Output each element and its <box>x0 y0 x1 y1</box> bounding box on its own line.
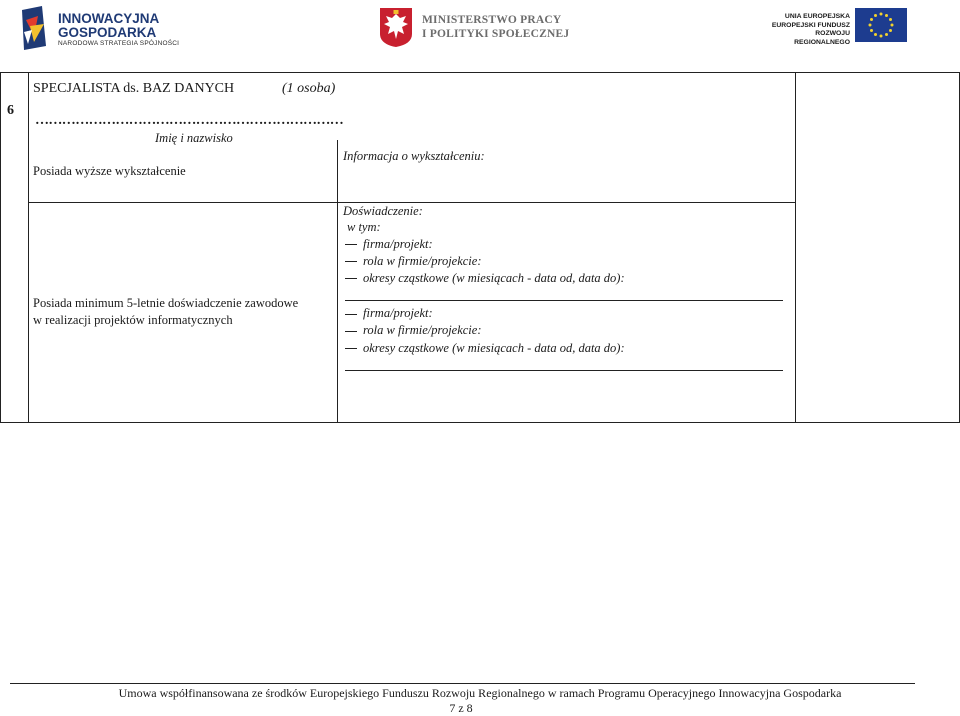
bullet-dash <box>345 278 357 279</box>
block-separator-line <box>345 300 783 301</box>
position-title: SPECJALISTA ds. BAZ DANYCH <box>33 81 235 96</box>
name-label: Imię i nazwisko <box>155 131 233 145</box>
bullet-dash <box>345 261 357 262</box>
page-number: 7 z 8 <box>449 701 473 715</box>
logo-right-line3: ROZWOJU REGIONALNEGO <box>794 30 850 46</box>
polish-eagle-emblem-icon <box>378 6 414 48</box>
row-number: 6 <box>7 103 14 118</box>
logo-left-tagline: NARODOWA STRATEGIA SPÓJNOŚCI <box>58 40 180 47</box>
innowacyjna-gospodarka-wordmark <box>58 12 159 40</box>
experience-including: w tym: <box>347 220 381 234</box>
bullet-dash <box>345 331 357 332</box>
eu-flag-icon <box>855 8 907 42</box>
table-left-border <box>0 72 1 422</box>
footer-funding-note: Umowa współfinansowana ze środków Europejskiego Funduszu Rozwoju Regionalnego w ramach Programu Operacyjnego Innowacyjna Gospodarka <box>118 686 842 700</box>
requirement-experience-line1: Posiada minimum 5-letnie doświadczenie zawodowe <box>33 296 299 310</box>
logo-left-line1: INNOWACYJNA <box>58 11 160 26</box>
table-col-divider-1 <box>28 72 29 422</box>
block1-company-field: firma/projekt: <box>363 237 433 251</box>
table-row-divider <box>28 202 795 203</box>
education-info-label: Informacja o wykształceniu: <box>343 149 485 163</box>
logo-center-line2: I POLITYKI SPOŁECZNEJ <box>422 28 570 40</box>
bullet-dash <box>345 244 357 245</box>
experience-label: Doświadczenie: <box>343 204 423 218</box>
innowacyjna-gospodarka-mark-icon <box>20 6 48 50</box>
logo-right-line2: EUROPEJSKI FUNDUSZ <box>771 21 850 29</box>
table-top-border <box>0 72 960 73</box>
table-bottom-border <box>0 422 960 423</box>
block1-role-field: rola w firmie/projekcie: <box>363 254 482 268</box>
bullet-dash <box>345 348 357 349</box>
block1-periods-field: okresy cząstkowe (w miesiącach - data od, data do): <box>363 271 625 285</box>
footer-rule <box>10 683 915 684</box>
block-end-line <box>345 370 783 371</box>
table-col-divider-2 <box>337 140 338 422</box>
requirement-experience-line2: w realizacji projektów informatycznych <box>33 313 233 327</box>
block2-role-field: rola w firmie/projekcie: <box>363 323 482 337</box>
block2-company-field: firma/projekt: <box>363 306 433 320</box>
logo-right-line1: UNIA EUROPEJSKA <box>784 13 850 20</box>
eu-wordmark <box>762 13 850 47</box>
logo-center-line1: MINISTERSTWO PRACY <box>422 14 562 26</box>
block2-periods-field: okresy cząstkowe (w miesiącach - data od, data do): <box>363 341 625 355</box>
bullet-dash <box>345 314 357 315</box>
logo-left-line2: GOSPODARKA <box>58 25 157 40</box>
table-col-divider-3 <box>795 72 796 422</box>
ministry-wordmark <box>422 13 569 41</box>
position-count: (1 osoba) <box>282 81 336 96</box>
name-dotted-line: …………………………………………………………… <box>35 113 344 128</box>
requirement-education: Posiada wyższe wykształcenie <box>33 164 186 178</box>
